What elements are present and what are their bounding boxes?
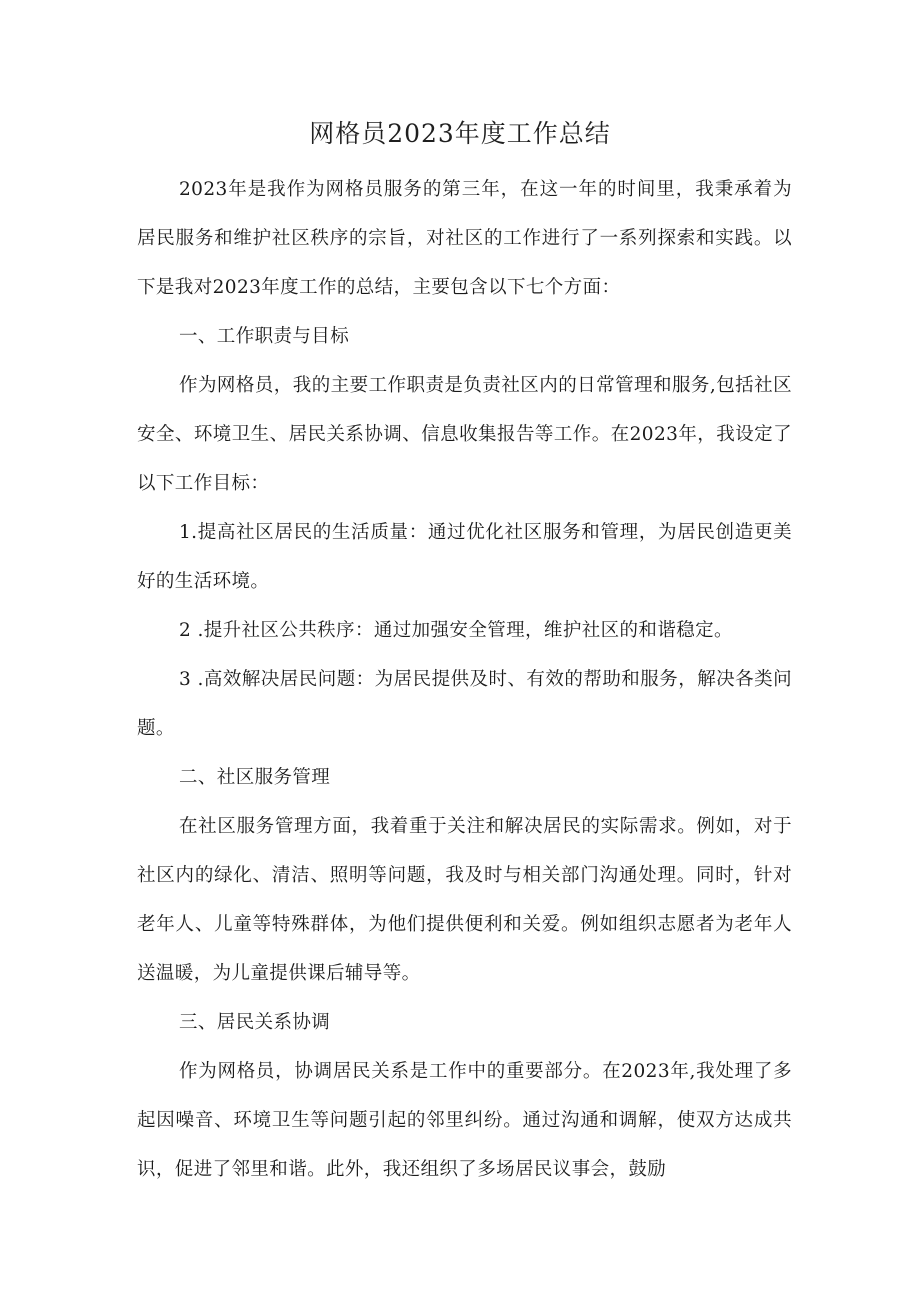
section1-body: 作为网格员，我的主要工作职责是负责社区内的日常管理和服务,包括社区安全、环境卫生、居民关系协调、信息收集报告等工作。在2023年，我设定了以下工作目标： bbox=[137, 375, 792, 494]
section3-body: 作为网格员，协调居民关系是工作中的重要部分。在2023年,我处理了多起因噪音、环境卫生等问题引起的邻里纠纷。通过沟通和调解，使双方达成共识，促进了邻里和谐。此外，我还组织了多场居民议事会，鼓励 bbox=[137, 1061, 792, 1180]
document-title: 网格员2023年度工作总结 bbox=[309, 119, 611, 148]
section3-heading: 三、居民关系协调 bbox=[179, 1012, 331, 1033]
section1-heading: 一、工作职责与目标 bbox=[179, 326, 350, 347]
section2-heading: 二、社区服务管理 bbox=[179, 767, 331, 788]
section2-body: 在社区服务管理方面，我着重于关注和解决居民的实际需求。例如，对于社区内的绿化、清洁、照明等问题，我及时与相关部门沟通处理。同时，针对老年人、儿童等特殊群体，为他们提供便利和关爱。例如组织志愿者为老年人送温暖，为儿童提供课后辅导等。 bbox=[137, 816, 792, 984]
goal-item-2: 2 .提升社区公共秩序：通过加强安全管理，维护社区的和谐稳定。 bbox=[179, 620, 733, 641]
intro-paragraph: 2023年是我作为网格员服务的第三年，在这一年的时间里，我秉承着为居民服务和维护社区秩序的宗旨，对社区的工作进行了一系列探索和实践。以下是我对2023年度工作的总结，主要包含以下七个方面： bbox=[137, 179, 792, 298]
goal-item-1: 1.提高社区居民的生活质量：通过优化社区服务和管理，为居民创造更美好的生活环境。 bbox=[137, 522, 792, 592]
goal-item-3: 3 .高效解决居民问题：为居民提供及时、有效的帮助和服务，解决各类问题。 bbox=[137, 669, 792, 739]
